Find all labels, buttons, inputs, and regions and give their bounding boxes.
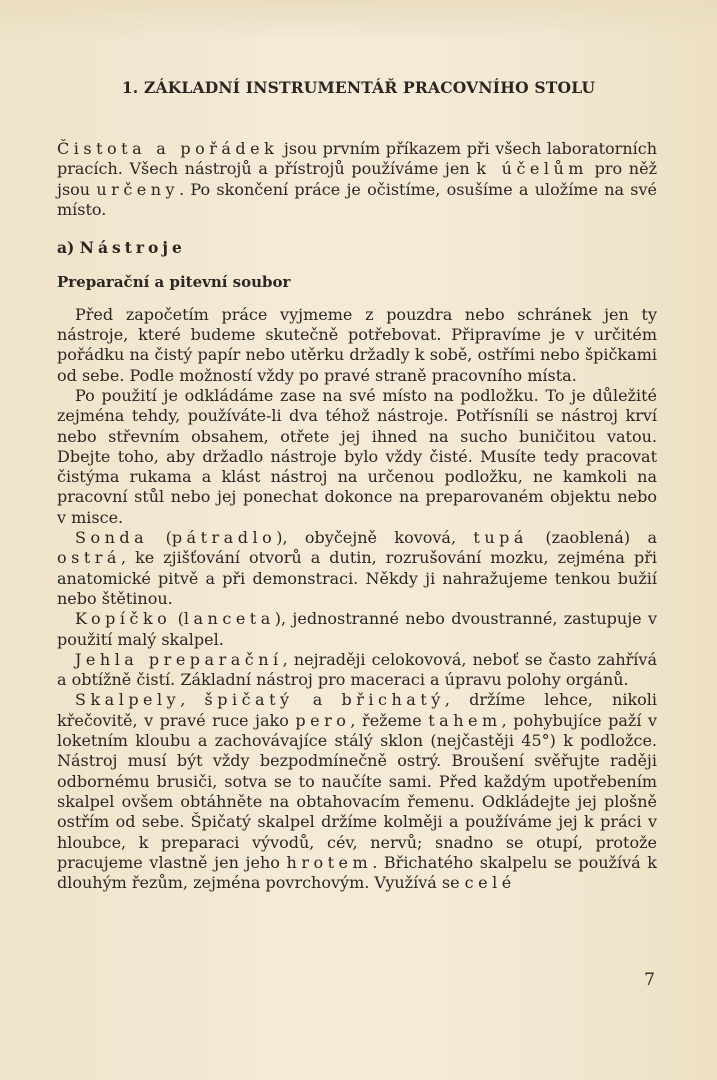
paragraph-kopicko: Kopíčko (lanceta), jednostranné nebo dvoustranné, zastupuje v použití malý skalpel. [57,609,658,649]
page-number: 7 [644,970,655,990]
intro-paragraph: Čistota a pořádek jsou prvním příkazem při všech laboratorních pracích. Všech nástrojů a přístrojů používáme jen k účelům pro něž jsou určeny. Po skončení práce je očistíme, osušíme a uložíme na své místo. [57,139,658,219]
paragraph-sonda: Sonda (pátradlo), obyčejně kovová, tupá (zaoblená) a ostrá, ke zjišťování otvorů a dutin, rozrušování mozku, zejména při anatomické pitvě a při demonstraci. Někdy ji nahražujeme tenkou bužií nebo štětinou. [57,528,657,608]
page-body [57,139,657,893]
paragraph-jehla: Jehla preparační, nejraději celokovová, neboť se často zahřívá a obtížně čistí. Základní nástroj pro maceraci a úpravu polohy orgánů. [57,649,658,690]
emphasis-text: Čistota a pořádek [57,139,279,158]
paragraph: Před započetím práce vyjmeme z pouzdra nebo schránek jen ty nástroje, které budeme skutečně potřebovat. Připravíme je v určitém pořádku na čistý papír nebo utěrku držadly k sobě, ostřími nebo špičkami od sebe. Podle možností vždy po pravé straně pracovního místa. [57,304,657,385]
paragraph-skalpely: Skalpely, špičatý a břichatý, držíme lehce, nikoli křečovitě, v pravé ruce jako pero, řežeme tahem, pohybujíce paží v loketním kloubu a zachovávajíce stálý sklon (nejčastěji 45°) k podložce. Nástroj musí být vždy bezpodmínečně ostrý. Broušení svěřujte raději odbornému brusiči, sotva se to naučíte sami. Před každým upotřebením skalpel ovšem obtáhněte na obtahovacím řemenu. Odkládejte jej plošně ostřím od sebe. Špičatý skalpel držíme kolměji a používáme jej k práci v hloubce, k preparaci vývodů, cév, nervů; snadno se otupí, protože pracujeme vlastně jen jeho hrotem. Břichatého skalpelu se používá k dlouhým řezům, zejména povrchovým. Využívá se celé [57,690,658,893]
emphasis-text: k účelům [476,159,588,179]
chapter-title: 1. ZÁKLADNÍ INSTRUMENTÁŘ PRACOVNÍHO STOLU [121,78,596,97]
emphasis-text: určeny [96,179,180,199]
subsection-heading: Preparační a pitevní soubor [57,273,291,292]
page-top-edge [0,0,717,40]
paragraph: Po použití je odkládáme zase na své místo na podložku. To je důležité zejména tehdy, používáte-li dva téhož nástroje. Potřísníli se nástroj krví nebo střevním obsahem, otřete jej ihned na sucho buničitou vatou. Dbejte toho, aby držadlo nástroje bylo vždy čisté. Musíte tedy pracovat čistýma rukama a klást nástroj na určenou podložku, ne kamkoli na pracovní stůl nebo jej ponechat dokonce na preparovaném objektu nebo v misce. [57,385,657,527]
section-heading: a) Nástroje [57,238,186,258]
